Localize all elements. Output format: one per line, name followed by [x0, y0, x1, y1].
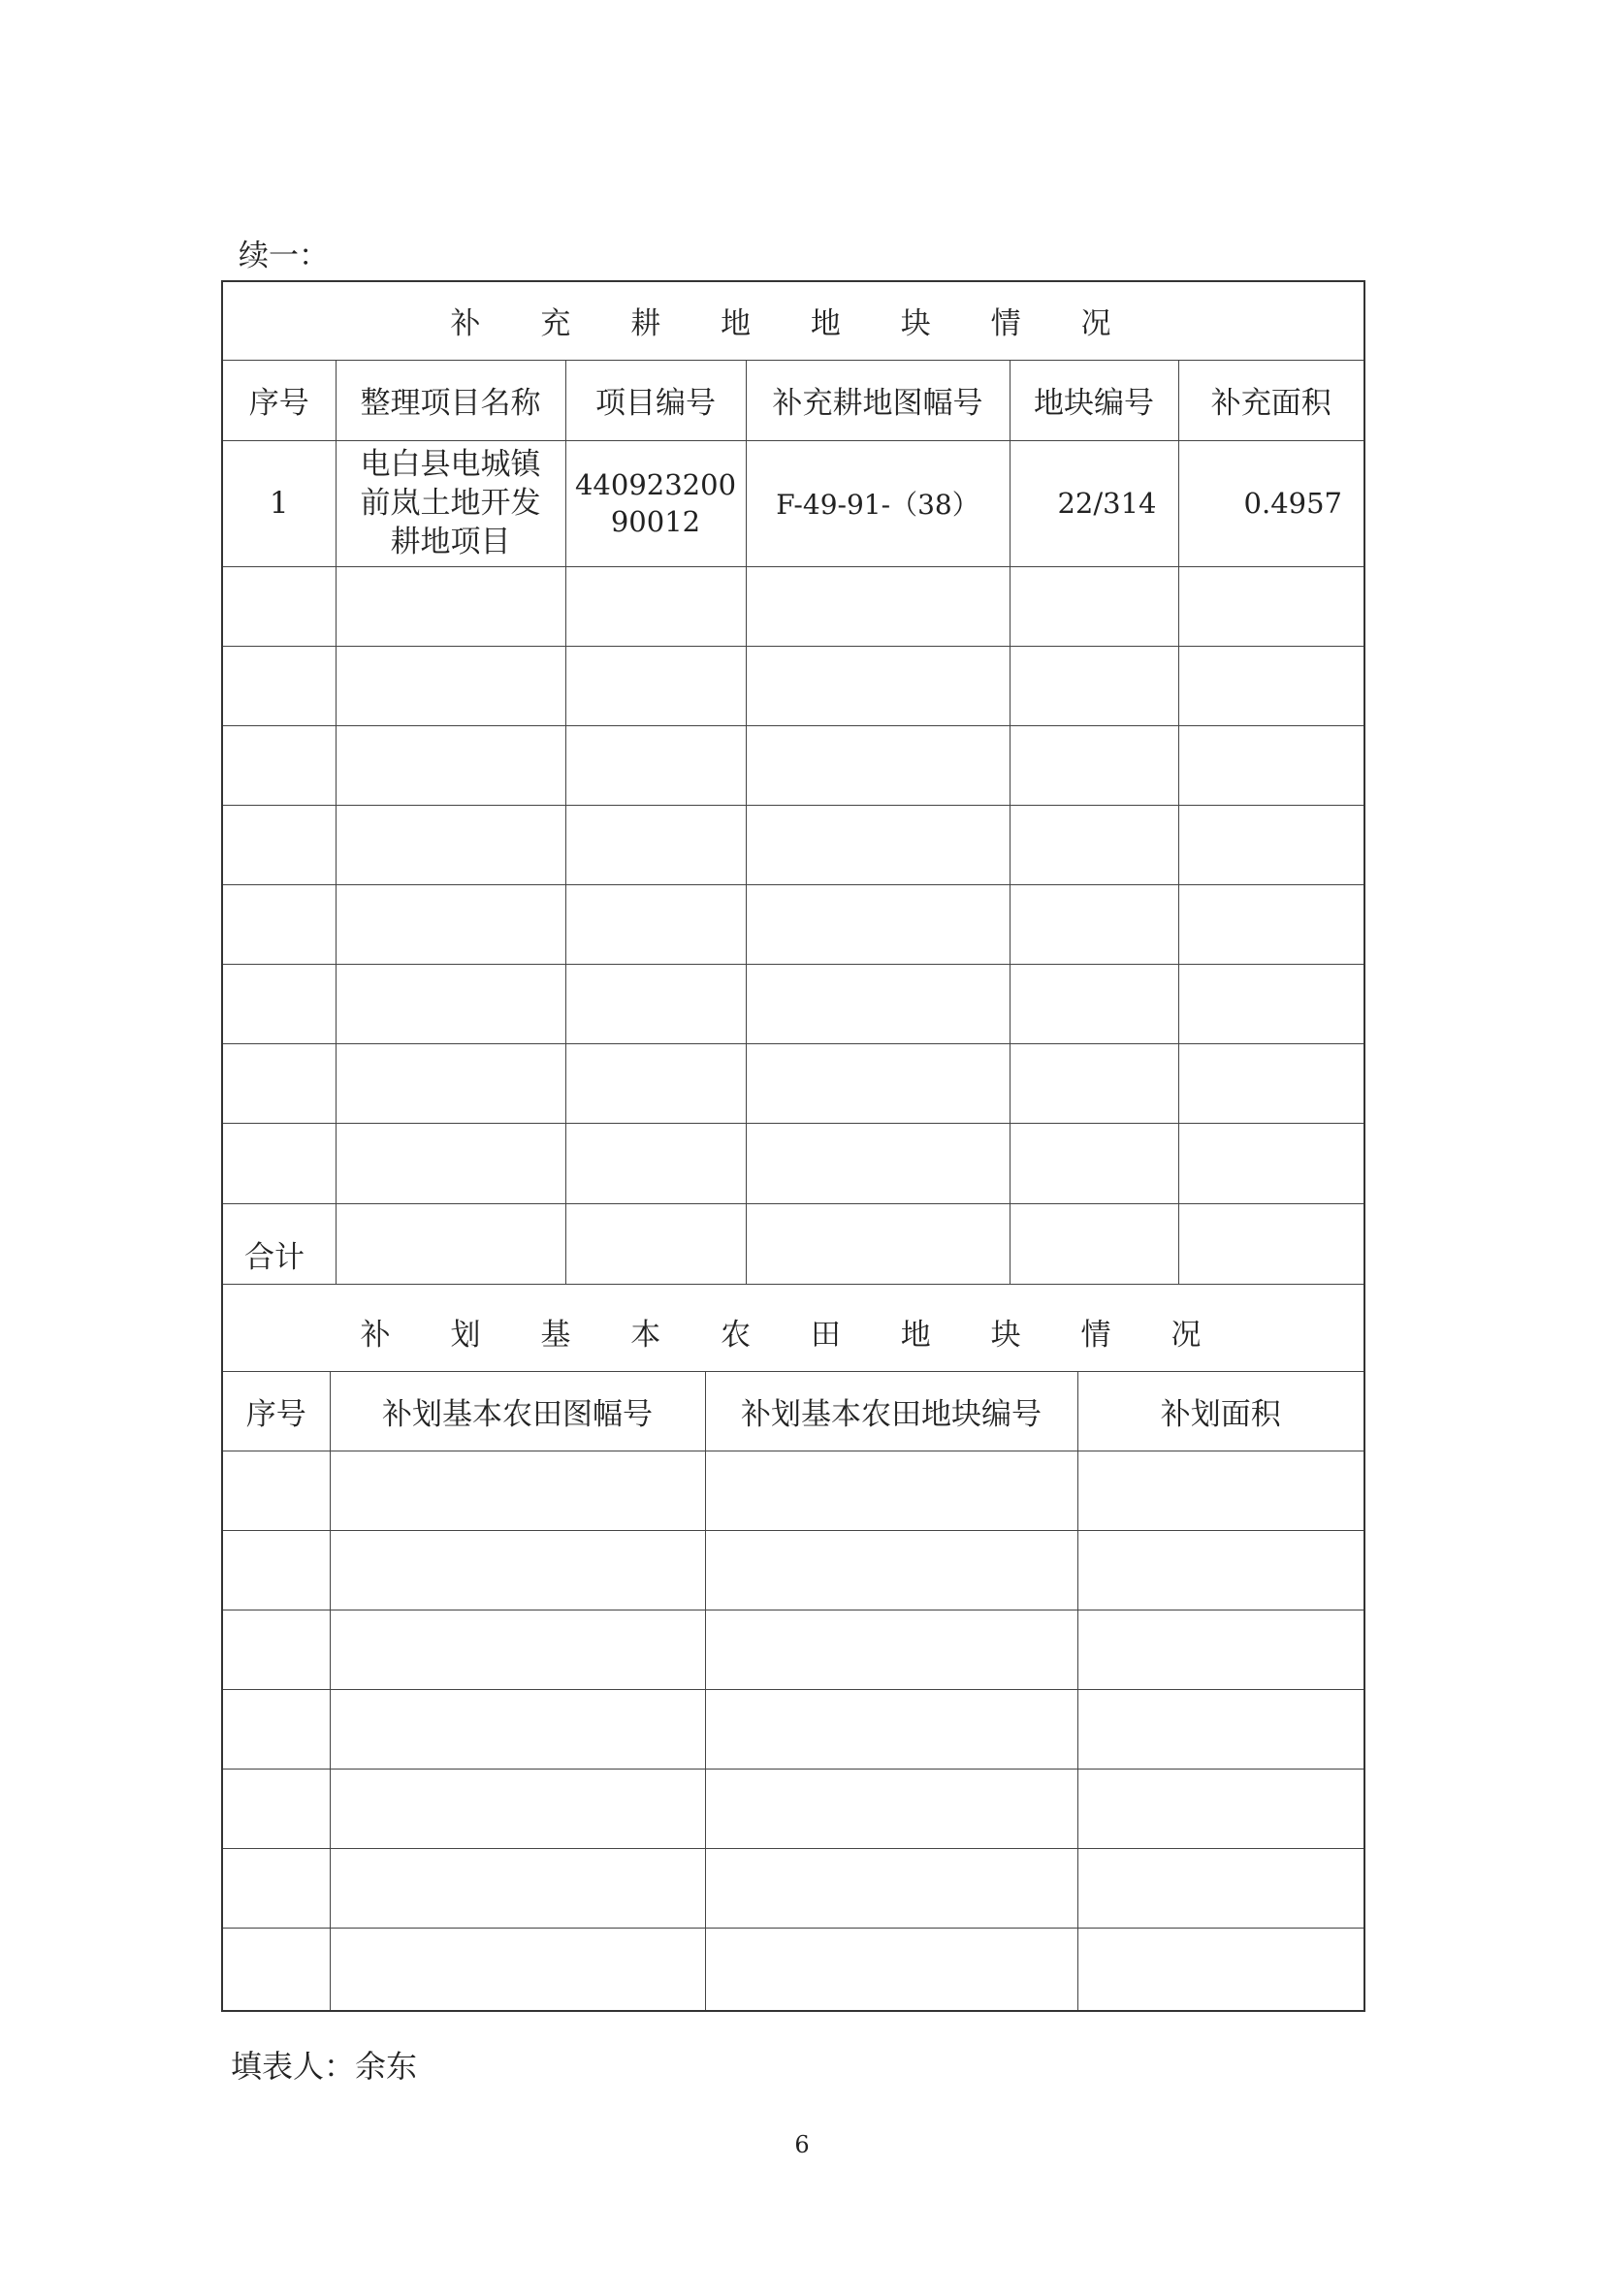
table-row [223, 884, 1363, 964]
table-row [223, 1451, 1363, 1530]
col-header-seq: 序号 [223, 360, 336, 440]
section-title-basic-farmland: 补 划 基 本 农 田 地 块 情 况 [223, 1292, 1363, 1371]
table-row [223, 964, 1363, 1043]
table-row [223, 1848, 1363, 1928]
total-label: 合计 [223, 1203, 336, 1284]
project-no-line: 440923200 [574, 468, 737, 501]
filler-label: 填表人： [231, 2048, 356, 2085]
basic-farmland-table [223, 1292, 1363, 2010]
section-title-supplementary-farmland: 补 充 耕 地 地 块 情 况 [223, 282, 1363, 360]
table-row [223, 440, 1363, 566]
table-row [223, 1530, 1363, 1610]
cell-area: 0.4957 [1178, 440, 1363, 566]
cell-project-name [336, 440, 565, 566]
table-row [223, 1928, 1363, 2010]
filler-line [231, 2042, 417, 2087]
table-row [223, 1689, 1363, 1769]
cell-project-no [565, 440, 746, 566]
project-name-line: 前岚土地开发 [360, 486, 541, 521]
project-name-line: 电白县电城镇 [360, 447, 541, 482]
project-name-line: 耕地项目 [390, 525, 511, 559]
col-header-project-name: 整理项目名称 [336, 360, 565, 440]
col-header-map-sheet: 补充耕地图幅号 [746, 360, 1010, 440]
table-row [223, 1043, 1363, 1123]
total-row [223, 1203, 1363, 1284]
table-row [223, 646, 1363, 725]
table-row [223, 1123, 1363, 1203]
continuation-label: 续一： [239, 239, 329, 273]
cell-map-sheet: F-49-91-（38） [746, 440, 1010, 566]
page-number: 6 [794, 2131, 810, 2158]
table-row [223, 725, 1363, 805]
col-header-plot-no: 地块编号 [1010, 360, 1178, 440]
col-header-project-no: 项目编号 [565, 360, 746, 440]
col-header-plot-no: 补划基本农田地块编号 [705, 1371, 1077, 1451]
table-row [223, 1610, 1363, 1689]
form-frame [221, 280, 1365, 2012]
col-header-seq: 序号 [223, 1371, 330, 1451]
filler-name: 余东 [355, 2048, 418, 2085]
table-row [223, 566, 1363, 646]
col-header-area: 补划面积 [1077, 1371, 1363, 1451]
supplementary-farmland-table [223, 282, 1363, 1285]
col-header-area: 补充面积 [1178, 360, 1363, 440]
project-no-line: 90012 [610, 505, 701, 538]
table-row [223, 805, 1363, 884]
cell-plot-no: 22/314 [1010, 440, 1178, 566]
table-row [223, 1769, 1363, 1848]
col-header-map-sheet: 补划基本农田图幅号 [330, 1371, 705, 1451]
cell-seq: 1 [223, 440, 336, 566]
